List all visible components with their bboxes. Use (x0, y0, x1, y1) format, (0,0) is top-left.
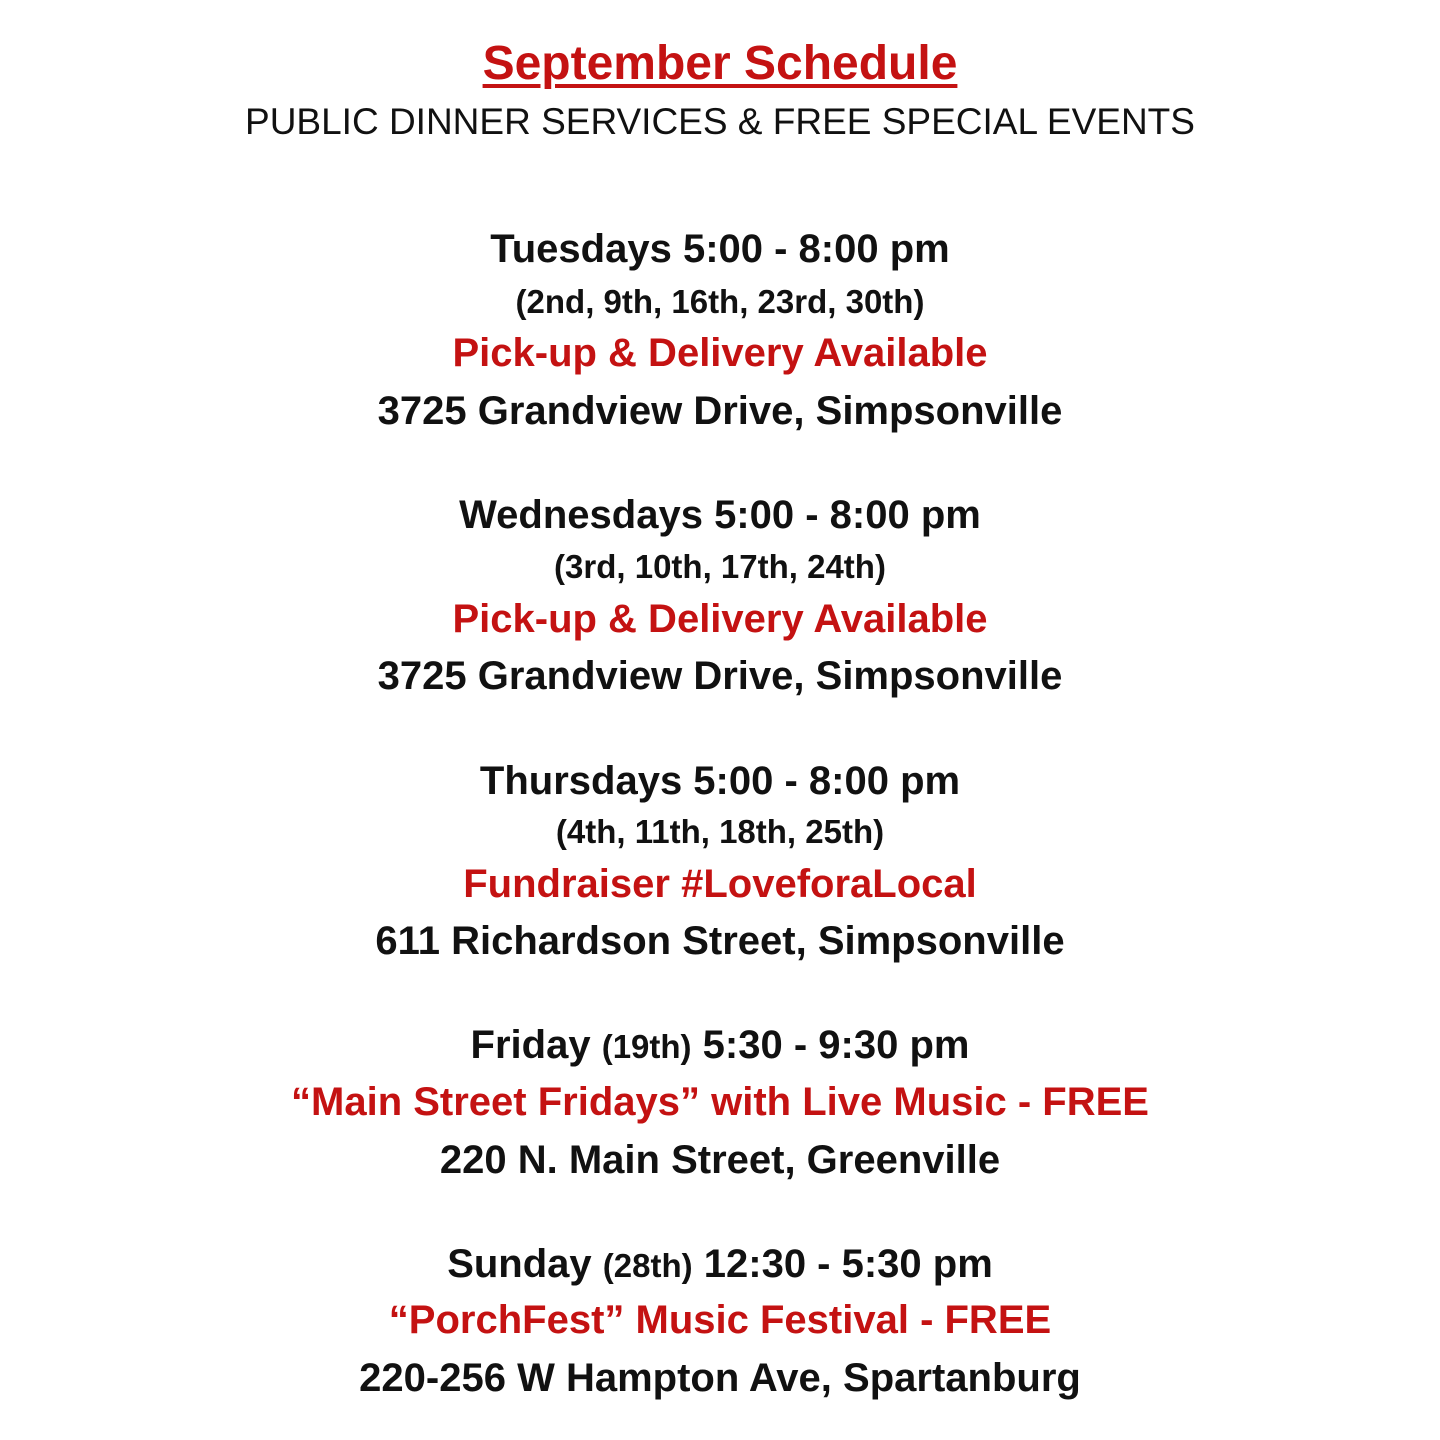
friday-address: 220 N. Main Street, Greenville (439, 1138, 1001, 1182)
friday-date: (19th) (601, 1028, 692, 1065)
tuesday-day-time: Tuesdays 5:00 - 8:00 pm (490, 227, 950, 271)
sunday-day-time (0, 1244, 1440, 1284)
tuesday-address: 3725 Grandview Drive, Simpsonville (377, 389, 1063, 433)
friday-time: 5:30 - 9:30 pm (702, 1023, 970, 1067)
wednesday-address: 3725 Grandview Drive, Simpsonville (377, 654, 1063, 698)
sunday-time: 12:30 - 5:30 pm (703, 1242, 993, 1286)
thursday-note: Fundraiser #LoveforaLocal (463, 862, 977, 906)
page-subtitle: PUBLIC DINNER SERVICES & FREE SPECIAL EVENTS (245, 101, 1195, 142)
thursday-address: 611 Richardson Street, Simpsonville (375, 919, 1065, 963)
sunday-address: 220-256 W Hampton Ave, Spartanburg (359, 1356, 1081, 1400)
tuesday-note: Pick-up & Delivery Available (452, 331, 988, 375)
friday-note: “Main Street Fridays” with Live Music - FREE (291, 1080, 1149, 1124)
wednesday-dates: (3rd, 10th, 17th, 24th) (554, 548, 886, 585)
sunday-day: Sunday (447, 1242, 592, 1286)
tuesday-dates: (2nd, 9th, 16th, 23rd, 30th) (515, 283, 925, 320)
wednesday-note: Pick-up & Delivery Available (452, 597, 988, 641)
thursday-dates: (4th, 11th, 18th, 25th) (555, 813, 885, 850)
wednesday-day-time: Wednesdays 5:00 - 8:00 pm (459, 493, 981, 537)
friday-day-time (0, 1025, 1440, 1065)
sunday-note: “PorchFest” Music Festival - FREE (388, 1298, 1052, 1342)
thursday-day-time: Thursdays 5:00 - 8:00 pm (479, 759, 961, 803)
sunday-date: (28th) (602, 1247, 693, 1284)
friday-day: Friday (470, 1023, 591, 1067)
page-title: September Schedule (482, 37, 958, 90)
